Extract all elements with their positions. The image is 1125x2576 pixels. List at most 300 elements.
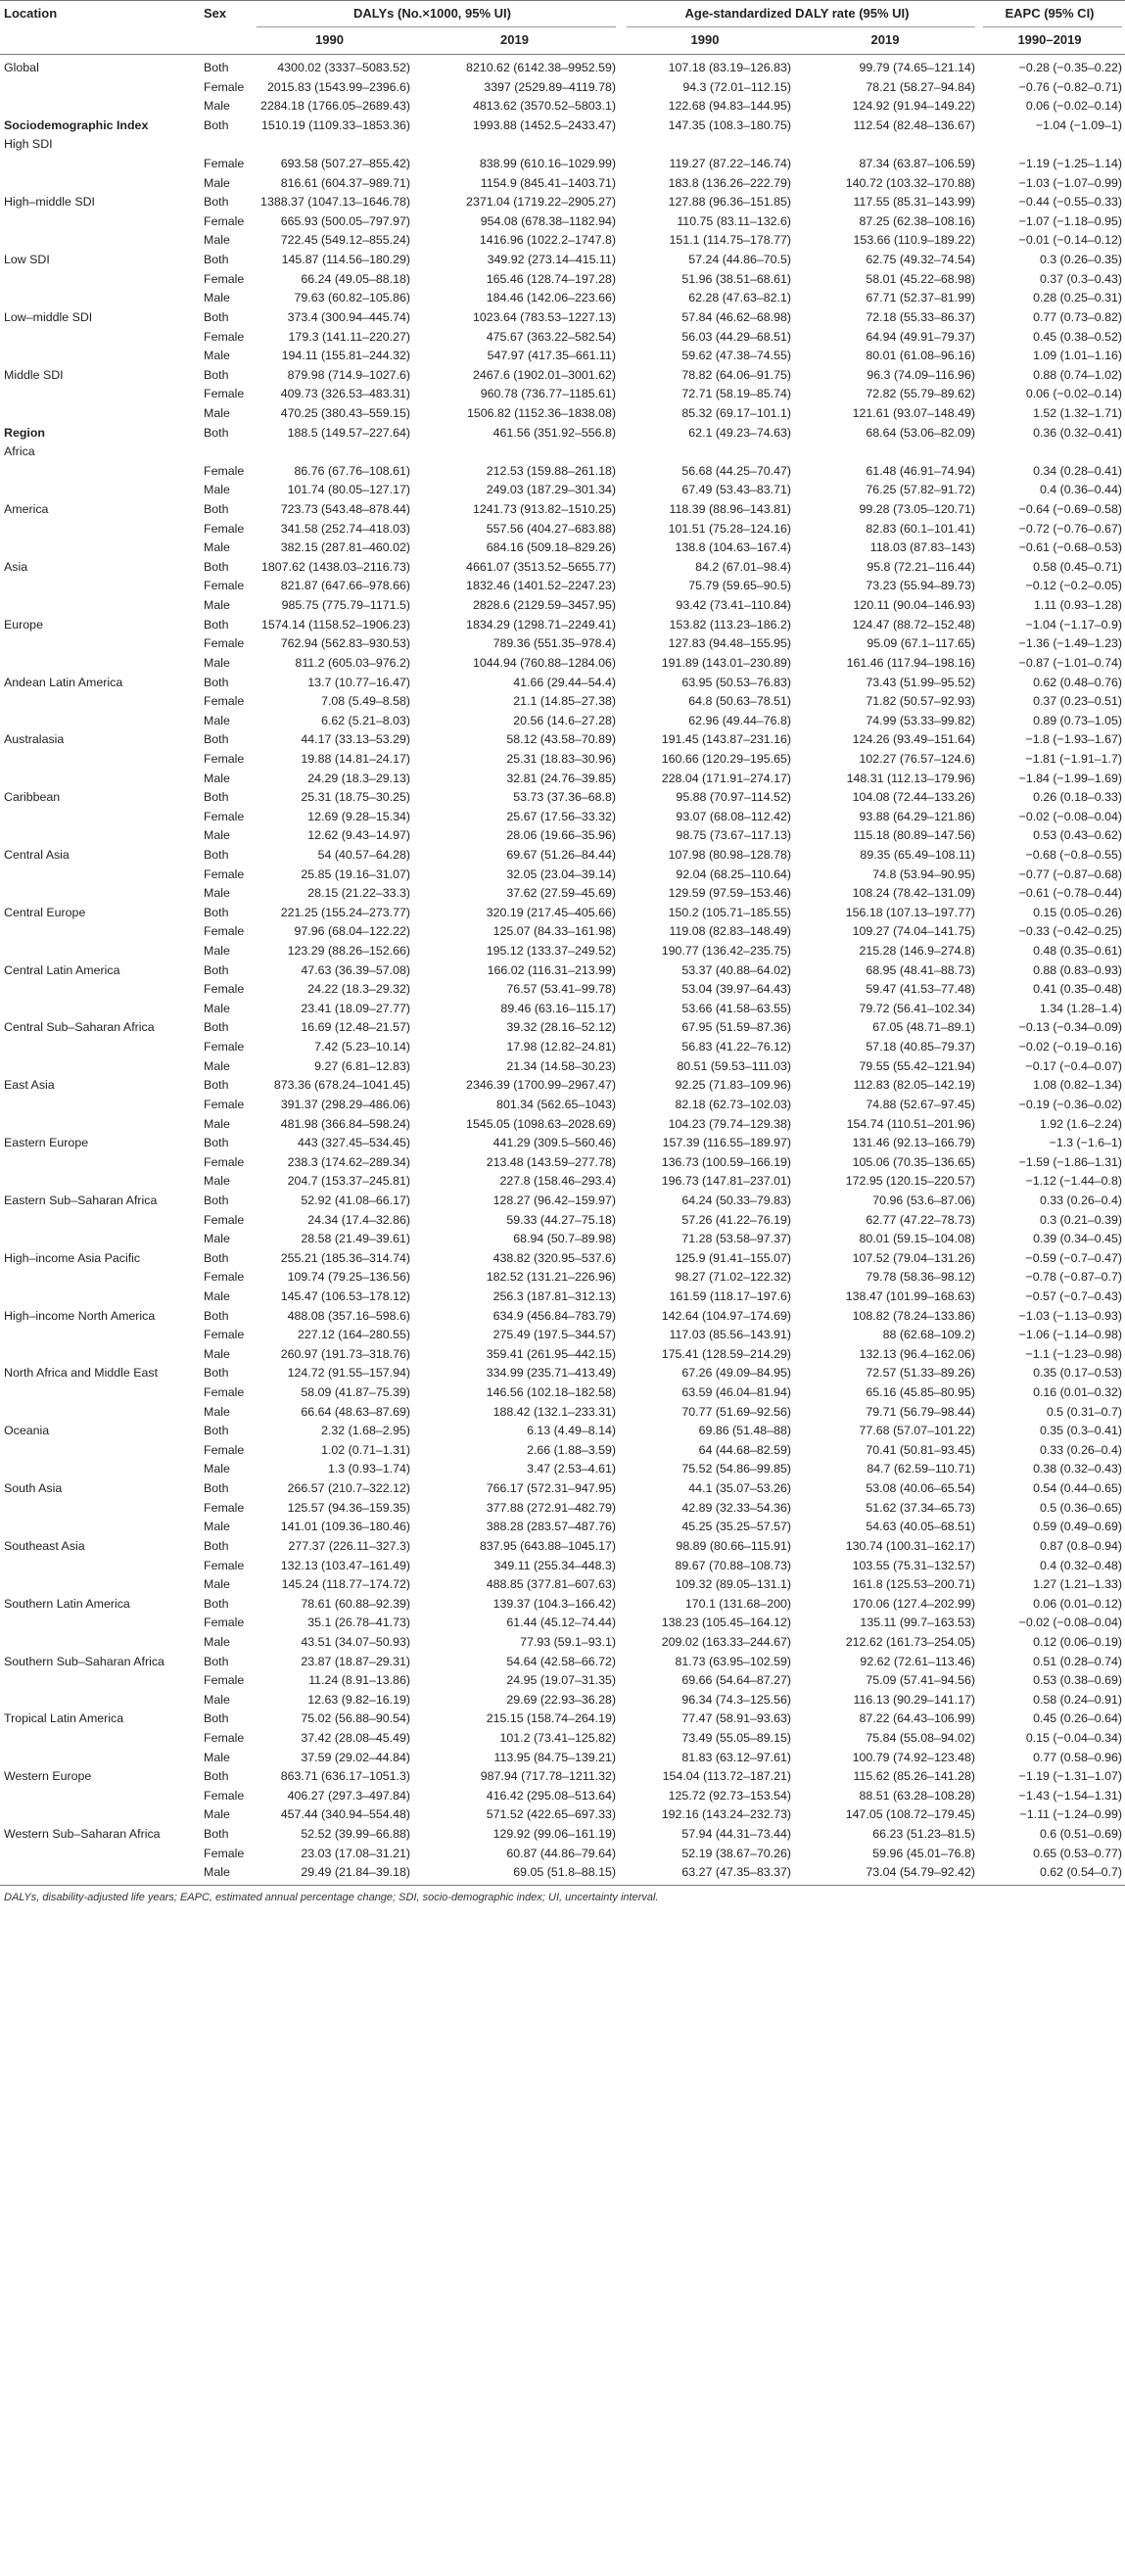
cell-rate-1990: 81.83 (63.12–97.61) <box>681 1750 791 1764</box>
cell-sex: Male <box>204 540 230 555</box>
cell-sex: Male <box>204 944 230 959</box>
cell-eapc: 0.58 (0.24–0.91) <box>1033 1692 1122 1707</box>
cell-rate-1990: 85.32 (69.17–101.1) <box>681 405 791 420</box>
cell-dalys-1990: 821.87 (647.66–978.66) <box>280 579 410 593</box>
cell-eapc: 0.89 (0.73–1.05) <box>1033 713 1122 727</box>
cell-rate-2019: 172.95 (120.15–220.57) <box>845 1174 975 1189</box>
table-row <box>0 634 1125 654</box>
cell-rate-1990: 51.96 (38.51–68.61) <box>681 271 791 286</box>
cell-eapc: 1.34 (1.28–1.4) <box>1039 1001 1122 1015</box>
cell-sex: Male <box>204 1404 230 1419</box>
cell-eapc: −0.01 (−0.14–0.12) <box>1018 233 1122 248</box>
cell-sex: Male <box>204 291 230 305</box>
table-row <box>0 1076 1125 1096</box>
table-row <box>0 500 1125 520</box>
cell-eapc: 0.45 (0.38–0.52) <box>1033 329 1122 344</box>
cell-rate-1990: 53.37 (40.88–64.02) <box>681 962 791 977</box>
table-row <box>0 308 1125 328</box>
table-row <box>0 1268 1125 1288</box>
cell-sex: Female <box>204 271 245 286</box>
cell-eapc: 0.35 (0.17–0.53) <box>1033 1366 1122 1381</box>
cell-dalys-1990: 227.12 (164–280.55) <box>297 1328 410 1342</box>
cell-rate-1990: 96.34 (74.3–125.56) <box>681 1692 791 1707</box>
table-row <box>0 866 1125 885</box>
cell-eapc: 0.06 (−0.02–0.14) <box>1025 387 1122 401</box>
cell-rate-2019: 54.63 (40.05–68.51) <box>866 1520 975 1534</box>
cell-dalys-2019: 954.08 (678.38–1182.94) <box>480 213 616 228</box>
cell-dalys-1990: 238.3 (174.62–289.34) <box>287 1154 410 1169</box>
cell-eapc: 1.08 (0.82–1.34) <box>1033 1078 1122 1093</box>
cell-sex: Both <box>204 1078 229 1093</box>
table-row <box>0 846 1125 866</box>
cell-rate-1990: 81.73 (63.95–102.59) <box>675 1654 791 1668</box>
cell-location: Andean Latin America <box>4 675 123 689</box>
cell-sex: Both <box>204 1769 229 1784</box>
header-rule <box>0 54 1125 55</box>
cell-eapc: −1.3 (−1.6–1) <box>1049 1136 1122 1150</box>
cell-rate-1990: 44.1 (35.07–53.26) <box>688 1481 791 1496</box>
cell-rate-1990: 52.19 (38.67–70.26) <box>681 1846 791 1860</box>
cell-rate-1990: 95.88 (70.97–114.52) <box>676 790 791 805</box>
cell-rate-1990: 56.83 (41.22–76.12) <box>681 1040 791 1054</box>
cell-dalys-1990: 47.63 (36.39–57.08) <box>301 962 410 977</box>
cell-dalys-1990: 109.74 (79.25–136.56) <box>287 1270 410 1285</box>
cell-sex: Both <box>204 1424 229 1438</box>
cell-dalys-2019: 1993.88 (1452.5–2433.47) <box>472 117 616 132</box>
table-row <box>0 212 1125 232</box>
cell-dalys-1990: 25.31 (18.75–30.25) <box>301 790 410 805</box>
cell-eapc: −0.64 (−0.69–0.58) <box>1018 502 1122 517</box>
cell-eapc: −1.19 (−1.31–1.07) <box>1018 1769 1122 1784</box>
table-row <box>0 1134 1125 1153</box>
cell-eapc: −1.06 (−1.14–0.98) <box>1018 1328 1122 1342</box>
table-row <box>0 1249 1125 1269</box>
cell-eapc: −1.19 (−1.25–1.14) <box>1018 157 1122 171</box>
cell-sex: Both <box>204 1136 229 1150</box>
cell-eapc: 0.4 (0.36–0.44) <box>1039 483 1122 497</box>
cell-eapc: 0.77 (0.58–0.96) <box>1033 1750 1122 1764</box>
cell-sex: Both <box>204 61 229 74</box>
cell-rate-2019: 75.09 (57.41–94.56) <box>866 1673 975 1688</box>
cell-rate-2019: 135.11 (99.7–163.53) <box>860 1616 975 1630</box>
cell-eapc: 0.51 (0.28–0.74) <box>1033 1654 1122 1668</box>
header-dalys-2019: 2019 <box>500 32 529 47</box>
cell-rate-1990: 67.49 (53.43–83.71) <box>681 483 791 497</box>
cell-sex: Both <box>204 732 229 747</box>
cell-rate-1990: 127.83 (94.48–155.95) <box>668 636 791 651</box>
cell-eapc: −0.33 (−0.42–0.25) <box>1018 924 1122 939</box>
cell-sex: Both <box>204 847 229 862</box>
cell-rate-1990: 190.77 (136.42–235.75) <box>661 944 791 959</box>
cell-rate-1990: 57.94 (44.31–73.44) <box>681 1827 791 1842</box>
cell-location: North Africa and Middle East <box>4 1366 159 1381</box>
cell-sex: Male <box>204 405 230 420</box>
cell-rate-2019: 67.71 (52.37–81.99) <box>866 291 975 305</box>
cell-dalys-2019: 488.85 (377.81–607.63) <box>486 1577 616 1592</box>
cell-eapc: 0.16 (0.01–0.32) <box>1033 1385 1122 1400</box>
cell-dalys-1990: 382.15 (287.81–460.02) <box>280 540 410 555</box>
cell-dalys-2019: 212.53 (159.88–261.18) <box>486 463 616 478</box>
cell-rate-1990: 104.23 (79.74–129.38) <box>668 1116 791 1131</box>
cell-rate-2019: 109.27 (74.04–141.75) <box>852 924 975 939</box>
table-row <box>0 481 1125 500</box>
cell-location: Low SDI <box>4 253 50 267</box>
cell-eapc: −1.12 (−1.44–0.8) <box>1025 1174 1122 1189</box>
cell-rate-1990: 150.2 (105.71–185.55) <box>668 905 791 919</box>
cell-dalys-2019: 249.03 (187.29–301.34) <box>486 483 616 497</box>
cell-sex: Both <box>204 253 229 267</box>
cell-dalys-1990: 665.93 (500.05–797.97) <box>280 213 410 228</box>
cell-rate-1990: 62.28 (47.63–82.1) <box>688 291 791 305</box>
cell-dalys-1990: 879.98 (714.9–1027.6) <box>287 367 410 382</box>
cell-dalys-1990: 266.57 (210.7–322.12) <box>287 1481 410 1496</box>
cell-rate-2019: 78.21 (58.27–94.84) <box>866 79 975 94</box>
cell-eapc: −1.04 (−1.09–1) <box>1035 117 1122 132</box>
table-row <box>0 1633 1125 1653</box>
cell-rate-1990: 161.59 (118.17–197.6) <box>669 1289 791 1303</box>
cell-eapc: −0.57 (−0.7–0.43) <box>1025 1289 1122 1303</box>
cell-dalys-2019: 2371.04 (1719.22–2905.27) <box>466 195 616 210</box>
table-header <box>0 0 1125 55</box>
cell-rate-2019: 104.08 (72.44–133.26) <box>852 790 975 805</box>
table-row <box>0 1863 1125 1883</box>
cell-rate-2019: 116.13 (90.29–141.17) <box>853 1692 975 1707</box>
cell-rate-1990: 84.2 (67.01–98.4) <box>695 559 791 574</box>
cell-rate-1990: 119.08 (82.83–148.49) <box>669 924 791 939</box>
cell-location: Tropical Latin America <box>4 1711 124 1726</box>
cell-rate-2019: 72.57 (51.33–89.26) <box>866 1366 975 1381</box>
cell-location: Global <box>4 61 39 74</box>
cell-dalys-1990: 985.75 (775.79–1171.5) <box>281 598 410 613</box>
cell-eapc: 0.06 (0.01–0.12) <box>1033 1596 1122 1611</box>
cell-rate-1990: 154.04 (113.72–187.21) <box>662 1769 791 1784</box>
cell-rate-1990: 92.25 (71.83–109.96) <box>675 1078 791 1093</box>
cell-dalys-2019: 8210.62 (6142.38–9952.59) <box>466 61 616 74</box>
cell-rate-1990: 73.49 (55.05–89.15) <box>681 1731 791 1746</box>
cell-dalys-1990: 255.21 (185.36–314.74) <box>280 1250 410 1265</box>
cell-location: Region <box>4 425 45 440</box>
cell-rate-1990: 67.26 (49.09–84.95) <box>681 1366 791 1381</box>
cell-rate-2019: 74.8 (53.94–90.95) <box>872 866 975 881</box>
cell-sex: Female <box>204 521 245 536</box>
cell-location: Western Europe <box>4 1769 92 1784</box>
cell-eapc: 0.77 (0.73–0.82) <box>1033 309 1122 324</box>
cell-dalys-2019: 113.95 (84.75–139.21) <box>493 1750 616 1764</box>
cell-rate-2019: 161.46 (117.94–198.16) <box>846 655 975 670</box>
cell-dalys-2019: 2467.6 (1902.01–3001.62) <box>472 367 616 382</box>
cell-rate-1990: 94.3 (72.01–112.15) <box>682 79 791 94</box>
cell-eapc: −1.81 (−1.91–1.7) <box>1025 751 1122 766</box>
cell-eapc: −0.61 (−0.78–0.44) <box>1018 886 1122 901</box>
cell-eapc: 0.53 (0.43–0.62) <box>1033 828 1122 843</box>
table-row <box>0 328 1125 348</box>
cell-dalys-1990: 391.37 (298.29–486.06) <box>280 1097 410 1111</box>
cell-sex: Both <box>204 195 229 210</box>
cell-dalys-2019: 165.46 (128.74–197.28) <box>486 271 616 286</box>
table-row <box>0 961 1125 981</box>
cell-location: Southern Latin America <box>4 1596 130 1611</box>
cell-rate-2019: 74.88 (52.67–97.45) <box>866 1097 975 1111</box>
cell-rate-1990: 125.9 (91.41–155.07) <box>675 1250 791 1265</box>
cell-rate-1990: 228.04 (171.91–274.17) <box>661 771 791 785</box>
cell-rate-2019: 154.74 (110.51–201.96) <box>846 1116 975 1131</box>
cell-rate-2019: 95.09 (67.1–117.65) <box>867 636 975 651</box>
cell-eapc: −1.1 (−1.23–0.98) <box>1025 1346 1122 1361</box>
cell-sex: Both <box>204 675 229 689</box>
table-row <box>0 174 1125 194</box>
cell-dalys-2019: 1023.64 (783.53–1227.13) <box>472 309 616 324</box>
cell-rate-1990: 122.68 (94.83–144.95) <box>668 99 791 114</box>
cell-dalys-2019: 6.13 (4.49–8.14) <box>527 1424 616 1438</box>
cell-dalys-1990: 260.97 (191.73–318.76) <box>280 1346 410 1361</box>
cell-dalys-1990: 1807.62 (1438.03–2116.73) <box>260 559 410 574</box>
cell-rate-1990: 107.18 (83.19–126.83) <box>668 61 791 74</box>
cell-dalys-2019: 320.19 (217.45–405.66) <box>486 905 616 919</box>
header-rate-2019: 2019 <box>870 32 900 47</box>
cell-dalys-1990: 7.42 (5.23–10.14) <box>314 1040 410 1054</box>
cell-rate-2019: 115.62 (85.26–141.28) <box>853 1769 975 1784</box>
cell-rate-2019: 147.05 (108.72–179.45) <box>845 1807 975 1822</box>
cell-location: Australasia <box>4 732 65 747</box>
cell-rate-1990: 63.95 (50.53–76.83) <box>681 675 791 689</box>
cell-dalys-1990: 124.72 (91.55–157.94) <box>287 1366 410 1381</box>
cell-eapc: −0.76 (−0.82–0.71) <box>1018 79 1122 94</box>
table-row <box>0 97 1125 117</box>
cell-eapc: −1.36 (−1.49–1.23) <box>1018 636 1122 651</box>
cell-dalys-1990: 722.45 (549.12–855.24) <box>280 233 410 248</box>
table-row <box>0 558 1125 578</box>
cell-rate-2019: 68.95 (48.41–88.73) <box>866 962 975 977</box>
cell-rate-2019: 80.01 (59.15–104.08) <box>859 1232 975 1246</box>
cell-rate-2019: 59.96 (45.01–76.8) <box>872 1846 975 1860</box>
cell-sex: Female <box>204 924 245 939</box>
cell-sex: Male <box>204 828 230 843</box>
cell-rate-2019: 80.01 (61.08–96.16) <box>866 349 975 363</box>
cell-rate-1990: 57.84 (46.62–68.98) <box>681 309 791 324</box>
cell-rate-2019: 118.03 (87.83–143) <box>869 540 975 555</box>
cell-dalys-1990: 693.58 (507.27–855.42) <box>280 157 410 171</box>
cell-eapc: −1.04 (−1.17–0.9) <box>1025 617 1122 632</box>
header-eapc: EAPC (95% CI) <box>1005 6 1095 21</box>
cell-rate-1990: 183.8 (136.26–222.79) <box>668 175 791 190</box>
cell-dalys-1990: 37.59 (29.02–44.84) <box>301 1750 410 1764</box>
cell-dalys-2019: 125.07 (84.33–161.98) <box>492 924 616 939</box>
cell-dalys-1990: 762.94 (562.83–930.53) <box>280 636 410 651</box>
cell-dalys-2019: 24.95 (19.07–31.35) <box>506 1673 616 1688</box>
cell-dalys-1990: 24.22 (18.3–29.32) <box>307 982 410 997</box>
cell-eapc: −0.13 (−0.34–0.09) <box>1018 1020 1122 1035</box>
cell-rate-1990: 42.89 (32.33–54.36) <box>681 1500 791 1515</box>
cell-location: High–income Asia Pacific <box>4 1250 141 1265</box>
cell-sex: Male <box>204 655 230 670</box>
cell-rate-2019: 70.96 (53.6–87.06) <box>872 1193 975 1207</box>
cell-location: Central Europe <box>4 905 86 919</box>
cell-rate-2019: 96.3 (74.09–116.96) <box>867 367 975 382</box>
cell-rate-2019: 87.22 (64.43–106.99) <box>859 1711 975 1726</box>
table-row <box>0 366 1125 386</box>
cell-rate-2019: 73.04 (54.79–92.42) <box>866 1865 975 1880</box>
cell-dalys-2019: 54.64 (42.58–66.72) <box>506 1654 616 1668</box>
cell-eapc: 0.3 (0.26–0.35) <box>1039 253 1122 267</box>
table-row <box>0 654 1125 674</box>
cell-rate-2019: 117.55 (85.31–143.99) <box>853 195 975 210</box>
cell-rate-1990: 209.02 (163.33–244.67) <box>661 1634 791 1649</box>
cell-dalys-2019: 837.95 (643.88–1045.17) <box>479 1538 616 1553</box>
table-row <box>0 289 1125 308</box>
cell-location: Central Asia <box>4 847 70 862</box>
cell-rate-2019: 103.55 (75.31–132.57) <box>852 1558 975 1572</box>
cell-rate-1990: 110.75 (83.11–132.6) <box>677 213 791 228</box>
cell-dalys-2019: 1416.96 (1022.2–1747.8) <box>479 233 616 248</box>
cell-sex: Female <box>204 1788 245 1803</box>
table-row <box>0 1460 1125 1479</box>
cell-rate-1990: 192.16 (143.24–232.73) <box>661 1807 791 1822</box>
table-row <box>0 1000 1125 1019</box>
cell-eapc: 0.12 (0.06–0.19) <box>1033 1634 1122 1649</box>
cell-dalys-2019: 139.37 (104.3–166.42) <box>492 1596 616 1611</box>
cell-sex: Female <box>204 579 245 593</box>
cell-sex: Female <box>204 79 245 94</box>
cell-sex: Both <box>204 1250 229 1265</box>
cell-dalys-1990: 1574.14 (1158.52–1906.23) <box>260 617 410 632</box>
cell-location: Sociodemographic Index <box>4 117 149 132</box>
cell-rate-1990: 109.32 (89.05–131.1) <box>675 1577 791 1592</box>
cell-dalys-2019: 68.94 (50.7–89.98) <box>513 1232 616 1246</box>
header-dalys: DALYs (No.×1000, 95% UI) <box>352 6 511 21</box>
cell-rate-2019: 88 (62.68–109.2) <box>882 1328 975 1342</box>
cell-dalys-1990: 816.61 (604.37–989.71) <box>280 175 410 190</box>
cell-sex: Female <box>204 1212 245 1227</box>
cell-rate-1990: 67.95 (51.59–87.36) <box>681 1020 791 1035</box>
cell-dalys-1990: 9.27 (6.81–12.83) <box>314 1058 410 1073</box>
cell-dalys-1990: 277.37 (226.11–327.3) <box>288 1538 410 1553</box>
cell-dalys-2019: 1044.94 (760.88–1284.06) <box>472 655 616 670</box>
cell-dalys-2019: 29.69 (22.93–36.28) <box>506 1692 616 1707</box>
table-row <box>0 770 1125 789</box>
cell-eapc: 0.4 (0.32–0.48) <box>1039 1558 1122 1572</box>
cell-sex: Female <box>204 1616 245 1630</box>
table-row <box>0 59 1125 78</box>
cell-dalys-2019: 188.42 (132.1–233.31) <box>492 1404 616 1419</box>
cell-rate-2019: 170.06 (127.4–202.99) <box>852 1596 975 1611</box>
cell-sex: Both <box>204 790 229 805</box>
cell-eapc: 1.92 (1.6–2.24) <box>1039 1116 1122 1131</box>
cell-rate-1990: 64.8 (50.63–78.51) <box>688 694 791 709</box>
cell-dalys-2019: 61.44 (45.12–74.44) <box>506 1616 616 1630</box>
cell-eapc: 0.5 (0.36–0.65) <box>1039 1500 1122 1515</box>
table-row <box>0 347 1125 366</box>
cell-dalys-1990: 54 (40.57–64.28) <box>317 847 410 862</box>
cell-eapc: −0.19 (−0.36–0.02) <box>1018 1097 1122 1111</box>
cell-sex: Male <box>204 1001 230 1015</box>
cell-rate-1990: 62.96 (49.44–76.8) <box>688 713 791 727</box>
cell-rate-2019: 79.72 (56.41–102.34) <box>859 1001 975 1015</box>
table-row <box>0 1364 1125 1383</box>
cell-dalys-2019: 1832.46 (1401.52–2247.23) <box>466 579 616 593</box>
cell-sex: Male <box>204 886 230 901</box>
cell-dalys-2019: 28.06 (19.66–35.96) <box>506 828 616 843</box>
table-row <box>0 1710 1125 1729</box>
cell-dalys-2019: 571.52 (422.65–697.33) <box>486 1807 616 1822</box>
cell-dalys-2019: 359.41 (261.95–442.15) <box>486 1346 616 1361</box>
cell-dalys-2019: 960.78 (736.77–1185.61) <box>480 387 616 401</box>
cell-location: Eastern Sub–Saharan Africa <box>4 1193 158 1207</box>
cell-sex: Male <box>204 1807 230 1822</box>
cell-dalys-2019: 1834.29 (1298.71–2249.41) <box>466 617 616 632</box>
cell-dalys-1990: 488.08 (357.16–598.6) <box>287 1308 410 1323</box>
cell-rate-2019: 107.52 (79.04–131.26) <box>852 1250 975 1265</box>
cell-rate-2019: 100.79 (74.92–123.48) <box>852 1750 975 1764</box>
table-row <box>0 1575 1125 1595</box>
cell-eapc: 0.38 (0.32–0.43) <box>1033 1462 1122 1476</box>
cell-location: High SDI <box>4 137 53 152</box>
table-row <box>0 117 1125 136</box>
cell-eapc: 0.15 (−0.04–0.34) <box>1025 1731 1122 1746</box>
cell-dalys-1990: 481.98 (366.84–598.24) <box>280 1116 410 1131</box>
cell-dalys-1990: 141.01 (109.36–180.46) <box>280 1520 410 1534</box>
cell-sex: Male <box>204 1116 230 1131</box>
table-row <box>0 1441 1125 1461</box>
cell-rate-1990: 56.03 (44.29–68.51) <box>681 329 791 344</box>
table-row <box>0 1749 1125 1768</box>
cell-sex: Both <box>204 559 229 574</box>
table-row <box>0 443 1125 462</box>
cell-dalys-2019: 1241.73 (913.82–1510.25) <box>472 502 616 517</box>
cell-location: Central Latin America <box>4 962 120 977</box>
cell-rate-2019: 77.68 (57.07–101.22) <box>859 1424 975 1438</box>
cell-location: Central Sub–Saharan Africa <box>4 1020 155 1035</box>
cell-dalys-1990: 1388.37 (1047.13–1646.78) <box>260 195 410 210</box>
cell-dalys-1990: 35.1 (26.78–41.73) <box>307 1616 410 1630</box>
cell-dalys-2019: 227.8 (158.46–293.4) <box>499 1174 616 1189</box>
table-row <box>0 1057 1125 1077</box>
cell-eapc: −0.17 (−0.4–0.07) <box>1025 1058 1122 1073</box>
cell-rate-2019: 79.71 (56.79–98.44) <box>866 1404 975 1419</box>
cell-dalys-2019: 416.42 (295.08–513.64) <box>486 1788 616 1803</box>
cell-rate-2019: 57.18 (40.85–79.37) <box>866 1040 975 1054</box>
cell-rate-1990: 89.67 (70.88–108.73) <box>675 1558 791 1572</box>
cell-dalys-2019: 349.92 (273.14–415.11) <box>487 253 616 267</box>
cell-sex: Female <box>204 1040 245 1054</box>
cell-dalys-2019: 128.27 (96.42–159.97) <box>492 1193 616 1207</box>
table-row <box>0 539 1125 558</box>
cell-sex: Male <box>204 1346 230 1361</box>
cell-dalys-1990: 188.5 (149.57–227.64) <box>287 425 410 440</box>
table-row <box>0 1537 1125 1557</box>
cell-dalys-1990: 123.29 (88.26–152.66) <box>287 944 410 959</box>
cell-rate-2019: 124.26 (93.49–151.64) <box>852 732 975 747</box>
cell-dalys-1990: 4300.02 (3337–5083.52) <box>277 61 410 74</box>
cell-dalys-2019: 69.05 (51.8–88.15) <box>513 1865 616 1880</box>
cell-rate-1990: 82.18 (62.73–102.03) <box>675 1097 791 1111</box>
cell-dalys-2019: 256.3 (187.81–312.13) <box>492 1289 616 1303</box>
cell-dalys-2019: 182.52 (131.21–226.96) <box>486 1270 616 1285</box>
cell-dalys-2019: 3.47 (2.53–4.61) <box>527 1462 616 1476</box>
cell-eapc: 0.35 (0.3–0.41) <box>1039 1424 1122 1438</box>
cell-eapc: 0.65 (0.53–0.77) <box>1033 1846 1122 1860</box>
cell-dalys-1990: 723.73 (543.48–878.44) <box>280 502 410 517</box>
cell-eapc: −0.72 (−0.76–0.67) <box>1018 521 1122 536</box>
cell-dalys-2019: 2346.39 (1700.99–2967.47) <box>466 1078 616 1093</box>
cell-rate-1990: 118.39 (88.96–143.81) <box>669 502 791 517</box>
cell-rate-2019: 130.74 (100.31–162.17) <box>845 1538 975 1553</box>
cell-rate-2019: 153.66 (110.9–189.22) <box>853 233 975 248</box>
table-row <box>0 1518 1125 1537</box>
cell-dalys-2019: 789.36 (551.35–978.4) <box>492 636 616 651</box>
cell-rate-1990: 78.82 (64.06–91.75) <box>681 367 791 382</box>
header-rate-1990: 1990 <box>690 32 720 47</box>
cell-rate-2019: 132.13 (96.4–162.06) <box>859 1346 975 1361</box>
